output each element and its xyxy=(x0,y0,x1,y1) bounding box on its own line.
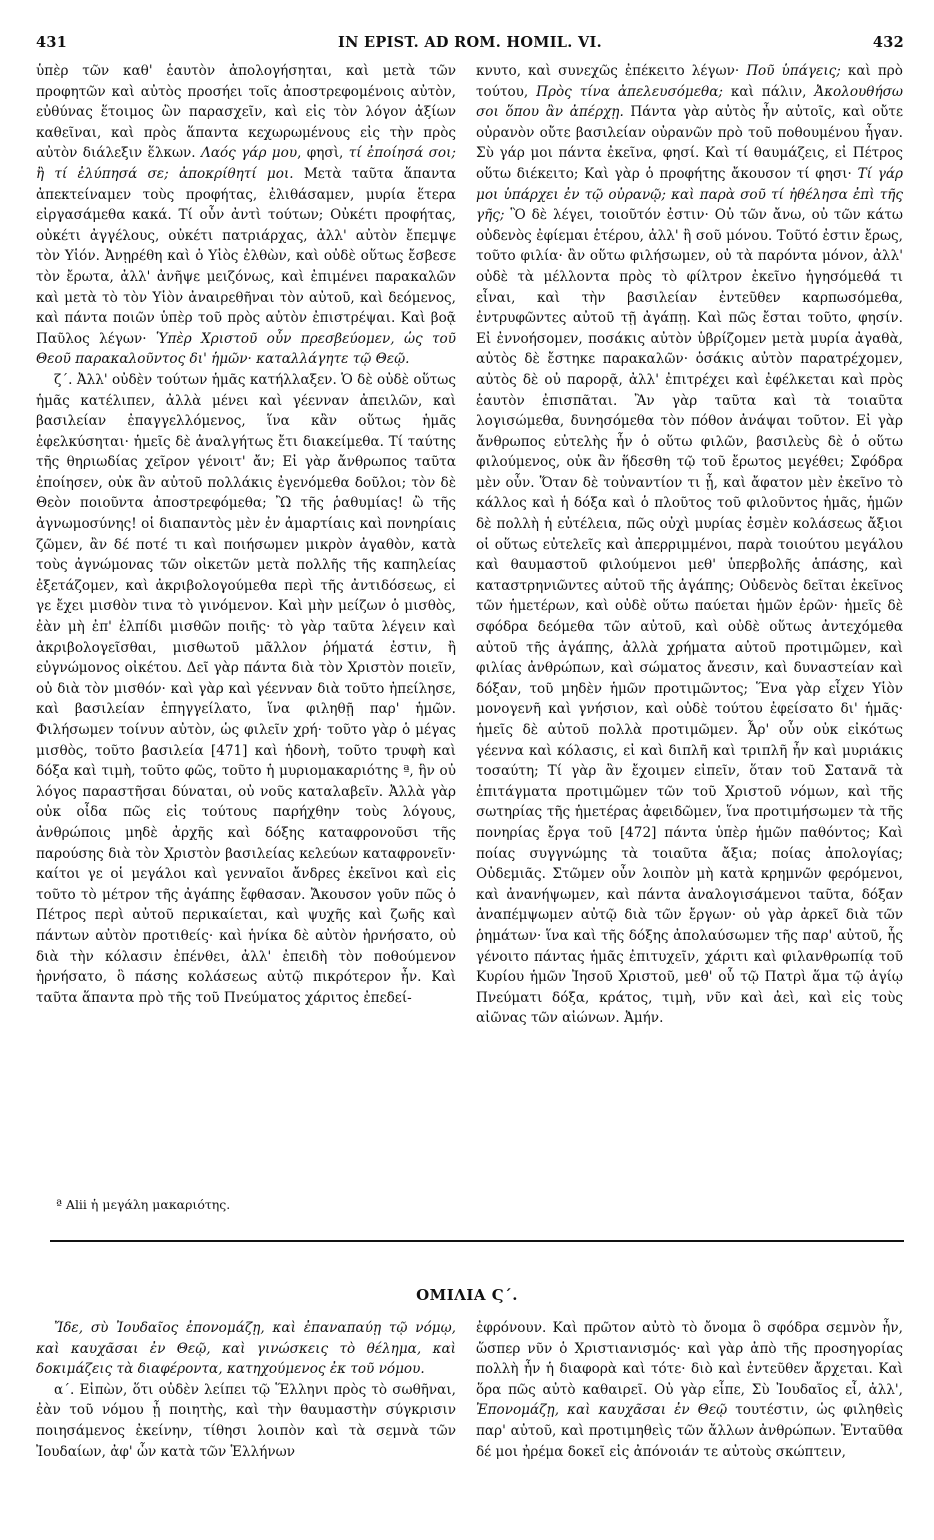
scripture-lemma: Ἴδε, σὺ Ἰουδαῖος ἐπονομάζῃ, καὶ ἐπαναπαύῃ τῷ νόμῳ, καὶ καυχᾶσαι ἐν Θεῷ, καὶ γινώσκεις τὸ θέλημα, καὶ δοκιμάζεις τὰ διαφέροντα, κατηχούμενος ἐκ τοῦ νόμου. xyxy=(36,1320,456,1378)
column-left-top xyxy=(36,61,456,1008)
paragraph: κνυτο, καὶ συνεχῶς ἐπέκειτο λέγων· Ποῦ ὑπάγεις; καὶ πρὸ τούτου, Πρὸς τίνα ἀπελευσόμεθα; καὶ πάλιν, Ἀκολουθήσω σοι ὅπου ἂν ἀπέρχῃ. Πάντα γὰρ αὐτὸς ἦν αὐτοῖς, καὶ οὔτε οὐρανὸν οὔτε βασιλείαν οὐρανῶν πρὸ τοῦ ποθουμένου ἦγαν. Σὺ γάρ μοι πάντα ἐκεῖνα, φησί. Καὶ τί θαυμάζεις, εἰ Πέτρος οὕτω διέκειτο; Καὶ γὰρ ὁ προφήτης ἄκουσον τί φησι· Τί γάρ μοι ὑπάρχει ἐν τῷ οὐρανῷ; καὶ παρὰ σοῦ τί ἠθέλησα ἐπὶ τῆς γῆς; Ὃ δὲ λέγει, τοιοῦτόν ἐστιν· Οὐ τῶν ἄνω, οὐ τῶν κάτω οὐδενὸς ἐφίεμαι ἑτέρου, ἀλλ' ἢ σοῦ μόνου. Τοῦτό ἐστιν ἔρως, τοῦτο φιλία· ἂν οὕτω φιλήσωμεν, οὐ τὰ παρόντα μόνον, ἀλλ' οὐδὲ τὰ μέλλοντα πρὸς τὸ φίλτρον ἐκεῖνο ἡγησόμεθά τι εἶναι, καὶ τὴν βασιλείαν ἐντεῦθεν καρπωσόμεθα, ἐντρυφῶντες αὐτοῦ τῇ ἀγάπῃ. Καὶ πῶς ἔσται τοῦτο, φησίν. Εἰ ἐννοήσομεν, ποσάκις αὐτὸν ὑβρίζομεν μετὰ μυρία ἀγαθὰ, αὐτὸς δὲ ἔστηκε παρακαλῶν· ὁσάκις αὐτὸν παρατρέχομεν, αὐτὸς δὲ οὐ παρορᾷ, ἀλλ' ἐπιτρέχει καὶ ἐφέλκεται καὶ πρὸς ἑαυτὸν ἐπισπᾶται. Ἂν γὰρ ταῦτα καὶ τὰ τοιαῦτα λογισώμεθα, δυνησόμεθα τὸν πόθον ἀνάψαι τοῦτον. Εἰ γὰρ ἄνθρωπος εὐτελὴς ἦν ὁ οὕτω φιλῶν, βασιλεὺς δὲ ὁ οὕτω φιλούμενος, οὐκ ἂν ἥδεσθη τῷ τοῦ ἔρωτος μεγέθει; Σφόδρα μὲν οὖν. Ὅταν δὲ τοὐναντίον τι ᾖ, καὶ ἄφατον μὲν ἐκεῖνο τὸ κάλλος καὶ ἡ δόξα καὶ ὁ πλοῦτος τοῦ φιλοῦντος ἡμᾶς, ἡμῶν δὲ πολλὴ ἡ εὐτέλεια, πῶς οὐχὶ μυρίας ἐσμὲν κολάσεως ἄξιοι οἱ οὕτως εὐτελεῖς καὶ ἀπερριμμένοι, παρὰ τοιούτου μεγάλου καὶ θαυμαστοῦ φιλούμενοι μεθ' ὑπερβολῆς ἁπάσης, καὶ καταστρηνιῶντες αὐτοῦ τῆς ἀγάπης; Οὐδενὸς δεῖται ἐκεῖνος τῶν ἡμετέρων, καὶ οὐδὲ οὕτω παύεται ἡμῶν ἐρῶν· ἡμεῖς δὲ σφόδρα δεόμεθα τῶν αὐτοῦ, καὶ οὐδὲ οὕτως ἀντεχόμεθα αὐτοῦ τῆς ἀγάπης, ἀλλὰ χρήματα αὐτοῦ προτιμῶμεν, καὶ φιλίας ἀνθρώπων, καὶ σώματος ἄνεσιν, καὶ δυναστείαν καὶ δόξαν, τοῦ μηδὲν ἡμῶν προτιμῶντος; Ἕνα γὰρ εἶχεν Υἱὸν μονογενῆ καὶ γνήσιον, καὶ οὐδὲ τούτου ἐφείσατο δι' ἡμᾶς· ἡμεῖς δὲ αὐτοῦ πολλὰ προτιμῶμεν. Ἆρ' οὖν οὐκ εἰκότως γέεννα καὶ κόλασις, εἰ καὶ διπλῆ καὶ τριπλῆ ἦν καὶ μυριάκις τοσαύτη; Τί γὰρ ἂν ἔχοιμεν εἰπεῖν, ὅταν τοῦ Σατανᾶ τὰ ἐπιτάγματα προτιμῶμεν τῶν τοῦ Χριστοῦ νόμων, καὶ τῆς σωτηρίας τῆς ἡμετέρας ἀφειδῶμεν, ἵνα προτιμήσωμεν τὰ τῆς πονηρίας ἔργα τοῦ [472] πάντα ὑπὲρ ἡμῶν παθόντος; Καὶ ποίας συγγνώμης τὰ τοιαῦτα ἄξια; ποίας ἀπολογίας; Οὐδεμιᾶς. Στῶμεν οὖν λοιπὸν μὴ κατὰ κρημνῶν φερόμενοι, καὶ ἀνανήψωμεν, καὶ πάντα ἀναλογισάμενοι ταῦτα, δόξαν ἀναπέμψωμεν αὐτῷ διὰ τῶν ἔργων· οὐ γὰρ ἀρκεῖ διὰ τῶν ῥημάτων· ἵνα καὶ τῆς δόξης ἀπολαύσωμεν τῆς παρ' αὐτοῦ, ἧς γένοιτο πάντας ἡμᾶς ἐπιτυχεῖν, χάριτι καὶ φιλανθρωπίᾳ τοῦ Κυρίου ἡμῶν Ἰησοῦ Χριστοῦ, μεθ' οὗ τῷ Πατρὶ ἅμα τῷ ἁγίῳ Πνεύματι δόξα, κράτος, τιμὴ, νῦν καὶ ἀεὶ, καὶ εἰς τοὺς αἰῶνας τῶν αἰώνων. Ἀμήν. xyxy=(476,63,903,1027)
paragraph: ἐφρόνουν. Καὶ πρῶτον αὐτὸ τὸ ὄνομα ὃ σφόδρα σεμνὸν ἦν, ὥσπερ νῦν ὁ Χριστιανισμός· καὶ γὰρ ἀπὸ τῆς προσηγορίας πολλὴ ἦν ἡ διαφορὰ καὶ τότε· διὸ καὶ ἐντεῦθεν ἄρχεται. Καὶ ὅρα πῶς αὐτὸ καθαιρεῖ. Οὐ γὰρ εἶπε, Σὺ Ἰουδαῖος εἶ, ἀλλ', Ἐπονομάζῃ, καὶ καυχᾶσαι ἐν Θεῷ τουτέστιν, ὡς φιληθεὶς παρ' αὐτοῦ, καὶ προτιμηθεὶς τῶν ἄλλων ἀνθρώπων. Ἐνταῦθα δέ μοι ἠρέμα δοκεῖ εἰς ἀπόνοιάν τε αὐτοὺς σκώπτειν, xyxy=(476,1320,903,1460)
paragraph: ὑπὲρ τῶν καθ' ἑαυτὸν ἀπολογήσηται, καὶ μετὰ τῶν προφητῶν καὶ αὐτὸς προσήει τοῖς ἀποστρεφομένοις αὐτὸν, εὐθύνας ἕτοιμος ὢν παρασχεῖν, καὶ εἰς τὸν λόγον ἀξίων καθεῖναι, καὶ πρὸς ἅπαντα κεχωρωμένους εἰς τὴν πρὸς αὐτὸν διάλεξιν ἕλκων. Λαός γάρ μου, φησὶ, τί ἐποίησά σοι; ἢ τί ἐλύπησά σε; ἀποκρίθητί μοι. Μετὰ ταῦτα ἅπαντα ἀπεκτείναμεν τοὺς προφήτας, ἐλιθάσαμεν, μυρία ἕτερα εἰργασάμεθα κακά. Τί οὖν ἀντὶ τούτων; Οὐκέτι προφήτας, οὐκέτι ἀγγέλους, οὐκέτι πατριάρχας, ἀλλ' αὐτὸν ἔπεμψε τὸν Υἱόν. Ἀνῃρέθη καὶ ὁ Υἱὸς ἐλθὼν, καὶ οὐδὲ οὕτως ἔσβεσε τὸν ἔρωτα, ἀλλ' ἀνῆψε μειζόνως, καὶ ἐπιμένει παρακαλῶν καὶ μετὰ τὸ τὸν Υἱὸν ἀναιρεθῆναι τὸν αὐτοῦ, καὶ δεόμενος, καὶ πάντα ποιῶν ὑπὲρ τοῦ πρὸς αὐτὸν ἐπιστρέψαι. Καὶ βοᾷ Παῦλος λέγων· Ὑπὲρ Χριστοῦ οὖν πρεσβεύομεν, ὡς τοῦ Θεοῦ παρακαλοῦντος δι' ἡμῶν· καταλλάγητε τῷ Θεῷ. xyxy=(36,63,457,368)
homily-title: ΟΜΙΛΙΑ Ϛ΄. xyxy=(416,1286,518,1304)
paragraph-section-1: α΄. Εἰπὼν, ὅτι οὐδὲν λείπει τῷ Ἕλληνι πρὸς τὸ σωθῆναι, ἐὰν τοῦ νόμου ᾖ ποιητὴς, καὶ τὴν θαυμαστὴν σύγκρισιν ποιησάμενος ἐκείνην, τίθησι λοιπὸν καὶ τὰ σεμνὰ τῶν Ἰουδαίων, ἀφ' ὧν κατὰ τῶν Ἑλλήνων xyxy=(36,1381,456,1460)
running-header xyxy=(36,34,904,56)
running-title: IN EPIST. AD ROM. HOMIL. VI. xyxy=(338,34,602,51)
section-divider xyxy=(50,1240,904,1242)
column-left-bottom xyxy=(36,1318,456,1462)
column-right-top xyxy=(476,61,903,1029)
footnote: ª Alii ἡ μεγάλη μακαριότης. xyxy=(56,1197,231,1212)
paragraph-section-7: ζ΄. Ἀλλ' οὐδὲν τούτων ἡμᾶς κατήλλαξεν. Ὁ δὲ οὐδὲ οὕτως ἡμᾶς κατέλιπεν, ἀλλὰ μένει καὶ γέενναν ἀπειλῶν, καὶ βασιλείαν ἐπαγγελλόμενος, ἵνα κἂν οὕτως ἡμᾶς ἐφελκύσηται· ἡμεῖς δὲ ἀναλγήτως ἔτι διακείμεθα. Τί ταύτης τῆς θηριωδίας χεῖρον γένοιτ' ἄν; Εἰ γὰρ ἄνθρωπος ταῦτα ἐποίησεν, οὐκ ἂν αὐτοῦ πολλάκις ἐγενόμεθα δοῦλοι; τὸν δὲ Θεὸν ποιοῦντα ἀποστρεφόμεθα; Ὢ τῆς ῥαθυμίας! ὢ τῆς ἀγνωμοσύνης! οἱ διαπαντὸς μὲν ἐν ἁμαρτίαις καὶ πονηρίαις ζῶμεν, ἂν δέ ποτέ τι καὶ ποιήσωμεν μικρὸν ἀγαθὸν, κατὰ τοὺς ἀγνώμονας τῶν οἰκετῶν μετὰ πολλῆς τῆς καπηλείας ἐξετάζομεν, καὶ ἀκριβολογούμεθα περὶ τῆς ἀντιδόσεως, εἰ γε ἔχει μισθὸν τινα τὸ γινόμενον. Καὶ μὴν μείζων ὁ μισθὸς, ἐὰν μὴ ἐπ' ἐλπίδι μισθῶν ποιῆς· τὸ γὰρ ταῦτα λέγειν καὶ ἀκριβολογεῖσθαι, μισθωτοῦ μᾶλλον ῥήματά ἐστιν, ἢ εὐγνώμονος οἰκέτου. Δεῖ γὰρ πάντα διὰ τὸν Χριστὸν ποιεῖν, οὐ διὰ τὸν μισθόν· καὶ γὰρ καὶ γέενναν διὰ τοῦτο ἠπείλησε, καὶ βασιλείαν ἐπηγγείλατο, ἵνα φιληθῇ παρ' ἡμῶν. Φιλήσωμεν τοίνυν αὐτὸν, ὡς φιλεῖν χρή· τοῦτο γὰρ ὁ μέγας μισθὸς, τοῦτο βασιλεία [471] καὶ ἡδονὴ, τοῦτο τρυφὴ καὶ δόξα καὶ τιμὴ, τοῦτο φῶς, τοῦτο ἡ μυριομακαριότης ª, ἣν οὐ λόγος παραστῆσαι δύναται, οὐ νοῦς καταλαβεῖν. Ἀλλὰ γὰρ οὐκ οἶδα πῶς εἰς τούτους παρήχθην τοὺς λόγους, ἀνθρώποις μηδὲ ἀρχῆς καὶ δόξης καταφρονοῦσι τῆς παρούσης διὰ τὸν Χριστὸν βασιλείας κελεύων καταφρονεῖν· καίτοι γε οἱ μεγάλοι καὶ γενναῖοι ἄνδρες ἐκεῖνοι καὶ εἰς τοῦτο τὸ μέτρον τῆς ἀγάπης ἔφθασαν. Ἄκουσον γοῦν πῶς ὁ Πέτρος περὶ αὐτοῦ περικαίεται, καὶ ψυχῆς καὶ ζωῆς καὶ πάντων αὐτὸν προτιθείς· καὶ ἡνίκα δὲ αὐτὸν ἠρνήσατο, οὐ διὰ τὴν κόλασιν ἐπένθει, ἀλλ' ἐπειδὴ τὸν ποθούμενον ἠρνήσατο, ὃ πάσης κολάσεως αὐτῷ πικρότερον ἦν. Καὶ ταῦτα ἅπαντα πρὸ τῆς τοῦ Πνεύματος χάριτος ἐπεδεί- xyxy=(36,371,456,1006)
page-number-right: 432 xyxy=(872,34,904,51)
column-right-bottom xyxy=(476,1318,903,1462)
page-number-left: 431 xyxy=(36,34,68,51)
